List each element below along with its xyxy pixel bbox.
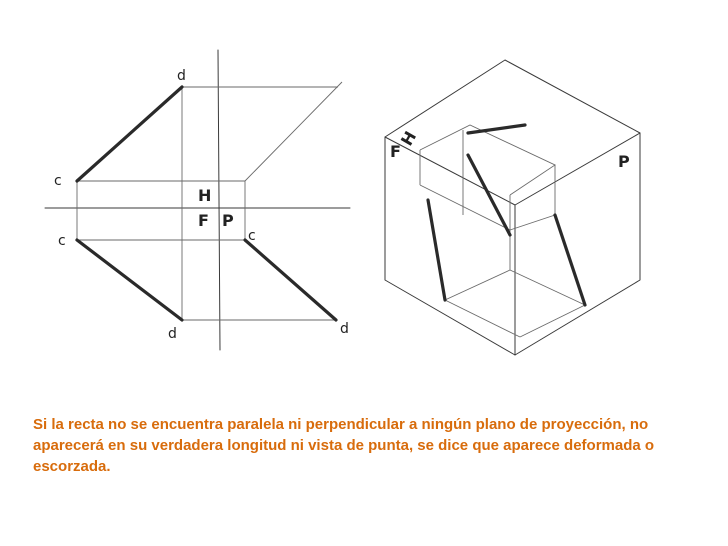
- label-F: F: [390, 142, 401, 161]
- label-d-right: d: [340, 321, 349, 337]
- inner-box-floor-3: [445, 300, 520, 337]
- label-P: P: [618, 152, 630, 171]
- label-P: P: [222, 211, 234, 230]
- inner-box-mid-2: [510, 215, 555, 230]
- label-d-top: d: [177, 68, 186, 84]
- line-profile-projection: [555, 215, 585, 305]
- line-front-projection: [428, 200, 445, 300]
- label-c-upper: c: [54, 173, 62, 189]
- line-diagonal-projection: [468, 155, 510, 235]
- cube-top-face: [385, 60, 640, 205]
- segment-profile-view: [245, 240, 336, 320]
- isometric-projection-figure: [380, 55, 655, 365]
- cube-left-edge: [385, 137, 515, 355]
- label-d-bottom: d: [168, 326, 177, 342]
- label-H: H: [397, 127, 421, 149]
- label-c-lower: c: [58, 233, 66, 249]
- orthographic-projection-figure: [40, 40, 370, 355]
- orthographic-projection-drawing: [40, 40, 370, 355]
- fp-fold-line: [218, 50, 220, 350]
- segment-top-view: [77, 87, 182, 181]
- inner-box-floor-1: [445, 270, 510, 300]
- line-top-projection: [468, 125, 525, 133]
- caption-text: Si la recta no se encuentra paralela ni perpendicular a ningún plano de proyección, no aparecerá en su verdadera longitud ni vista de punta, se dice que aparece deformada o escorzada.: [33, 416, 655, 475]
- miter-line: [245, 82, 342, 181]
- segment-front-view: [77, 240, 182, 320]
- label-c-right: c: [248, 228, 256, 244]
- isometric-cube-drawing: [380, 55, 655, 365]
- inner-box-top: [420, 125, 555, 195]
- label-F: F: [198, 211, 209, 230]
- label-H: H: [198, 186, 212, 205]
